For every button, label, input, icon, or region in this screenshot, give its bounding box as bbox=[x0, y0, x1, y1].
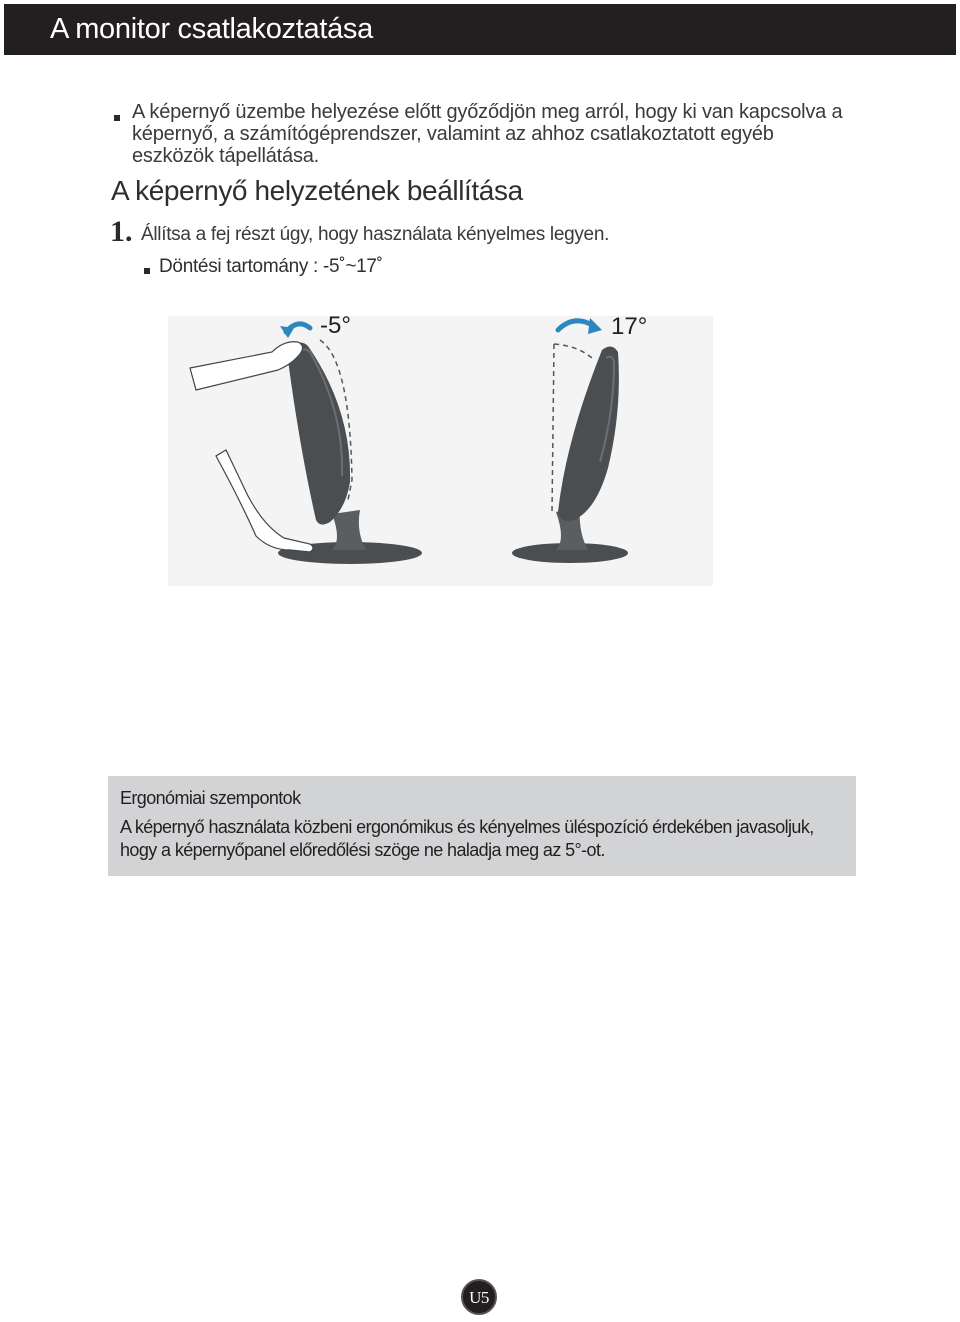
step-text: Állítsa a fej részt úgy, hogy használata kényelmes legyen. bbox=[141, 224, 610, 245]
note-text: A képernyő használata közbeni ergonómikus és kényelmes üléspozíció érdekében javasoljuk, hogy a képernyőpanel előredőlési szöge ne haladja meg az 5°-ot. bbox=[120, 817, 814, 860]
ergonomics-note bbox=[108, 776, 856, 876]
bullet-icon bbox=[144, 268, 150, 274]
page-number: U5 bbox=[469, 1288, 489, 1307]
intro-paragraph: A képernyő üzembe helyezése előtt győződjön meg arról, hogy ki van kapcsolva a képernyő, a számítógéprendszer, valamint az ahhoz csatlakoztatott egyéb eszközök tápellátása. bbox=[132, 101, 843, 167]
step-number: 1. bbox=[110, 215, 133, 248]
note-title: Ergonómiai szempontok bbox=[120, 788, 301, 808]
section-title: A képernyő helyzetének beállítása bbox=[111, 175, 523, 206]
tilt-illustration bbox=[160, 300, 720, 590]
bullet-icon bbox=[114, 115, 120, 121]
tilt-range-text: Döntési tartomány : -5˚~17˚ bbox=[159, 256, 383, 277]
page-header bbox=[4, 4, 956, 55]
right-angle-label: 17° bbox=[611, 313, 648, 340]
left-angle-label: -5° bbox=[320, 312, 351, 339]
page-title: A monitor csatlakoztatása bbox=[50, 13, 373, 45]
page-number-badge bbox=[461, 1279, 497, 1315]
